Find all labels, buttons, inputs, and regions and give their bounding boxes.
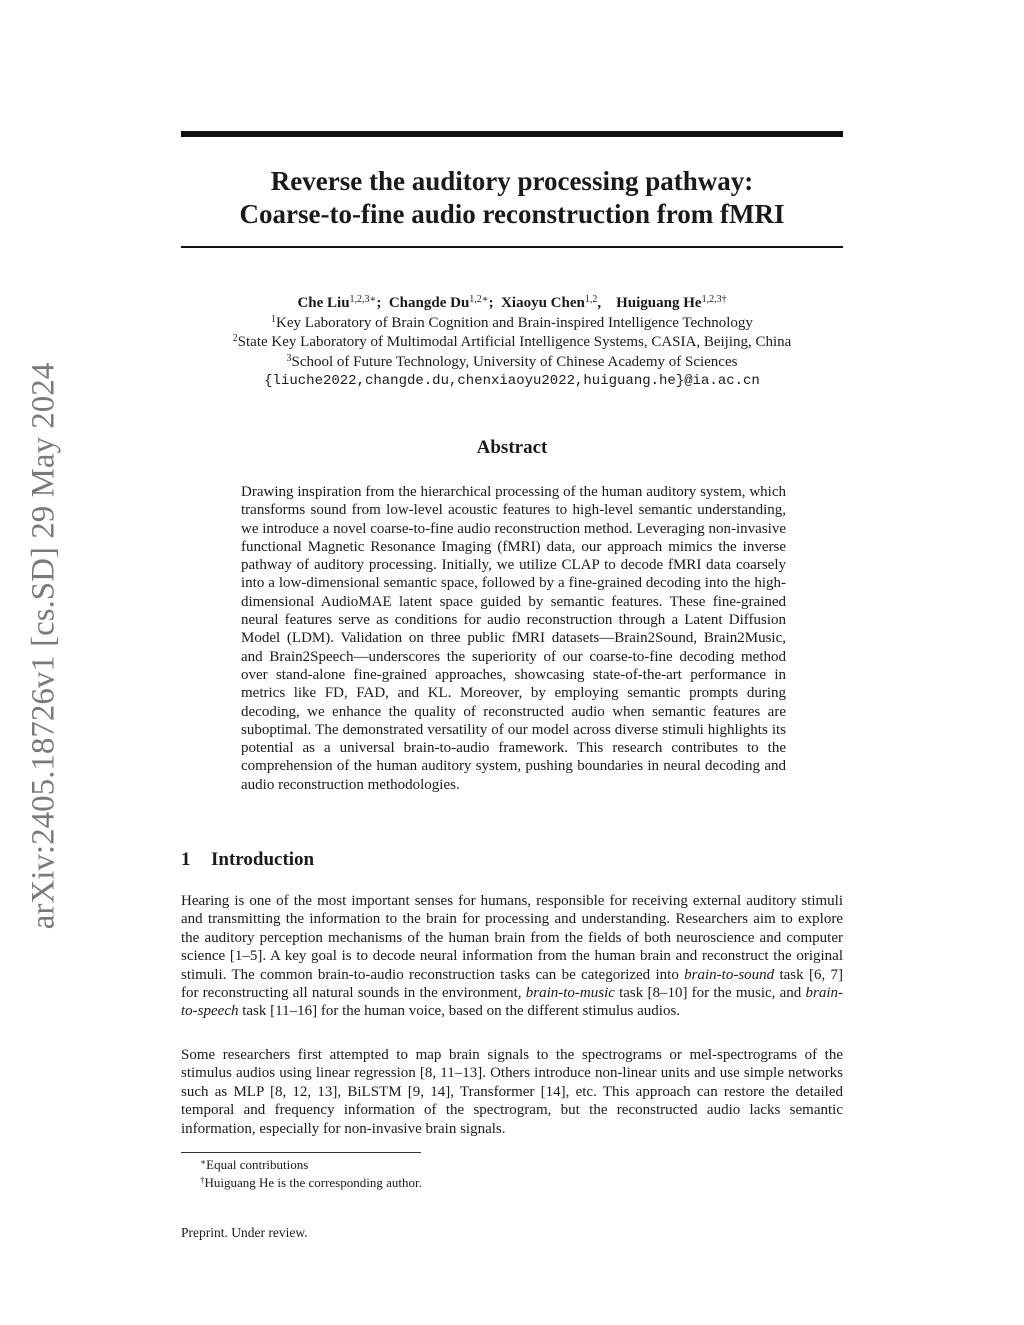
affiliation-3 bbox=[150, 353, 874, 373]
footnote-text: Equal contributions bbox=[206, 1157, 309, 1172]
emphasis-term: brain-to-music bbox=[525, 985, 615, 1002]
intro-paragraph-1 bbox=[181, 892, 843, 1021]
affiliation-sup: 2 bbox=[232, 333, 238, 344]
intro-paragraph-2: Some researchers first attempted to map brain signals to the spectrograms or mel-spectrograms of the stimulus audios using linear regression [8, 11–13]. Others introduce non-linear units and use simple networks such as MLP [8, 12, 13], BiLSTM [9, 14], Transformer [14], etc. This approach can restore the detailed temporal and frequency information of the spectrogram, but the reconstructed audio lacks semantic information, especially for non-invasive brain signals. bbox=[181, 1047, 843, 1137]
arxiv-identifier: arXiv:2405.18726v1 [cs.SD] 29 May 2024 bbox=[25, 362, 62, 930]
footnote-rule bbox=[181, 1152, 421, 1153]
footnote-mark: † bbox=[200, 1175, 205, 1185]
title-rule-bottom bbox=[181, 246, 843, 248]
text-run: task [8–10] for the music, and bbox=[614, 985, 806, 1002]
affiliation-sup: 1 bbox=[271, 313, 277, 325]
author-name: Changde Du bbox=[388, 295, 470, 311]
paper-title bbox=[181, 165, 843, 231]
footnote-mark: ∗ bbox=[200, 1157, 207, 1167]
affiliation-2 bbox=[150, 333, 874, 353]
text-run: task [6, 7] for reconstructing all natural sounds in the environment, bbox=[181, 966, 844, 1002]
author-names: Che Liu$^{1,2,3∗}$; Changde $Du^{1,2∗}$; Xiaoyu Chen$^{1,2}$, Huiguang $He^{1,2,3\dagger}$ bbox=[297, 294, 727, 311]
abstract-text: Drawing inspiration from the hierarchical processing of the human auditory system, which transforms sound from low-level acoustic features to high-level semantic understanding, we introduce a novel coarse-to-fine audio reconstruction method. Leveraging non-invasive functional Magnetic Resonance Imaging (fMRI) data, our approach mimics the inverse pathway of auditory processing. Initially, we utilize CLAP to decode fMRI data coarsely into a low-dimensional semantic space, followed by a fine-grained decoding into the high-dimensional AudioMAE latent space guided by semantic features. These fine-grained neural features serve as conditions for audio reconstruction through a Latent Diffusion Model (LDM). Validation on three public fMRI datasets—Brain2Sound, Brain2Music, and Brain2Speech—underscores the superiority of our coarse-to-fine decoding method over stand-alone fine-grained approaches, showcasing state-of-the-art performance in metrics like FD, FAD, and KL. Moreover, by employing semantic prompts during decoding, we enhance the quality of reconstructed audio when semantic features are suboptimal. The demonstrated versatility of our model across diverse stimuli highlights its potential as a universal brain-to-audio framework. This research contributes to the comprehension of the human auditory system, pushing boundaries in neural decoding and audio reconstruction methodologies. bbox=[241, 484, 786, 793]
equal-contribution-mark: ∗ bbox=[369, 294, 377, 305]
affiliation-text: State Key Laboratory of Multimodal Artificial Intelligence Systems, CASIA, Beijing, China bbox=[237, 334, 792, 350]
affiliation-1 bbox=[150, 314, 874, 334]
author-block bbox=[150, 294, 874, 392]
author-emails: {liuche2022,changde.du,chenxiaoyu2022,huiguang.he}@ia.ac.cn bbox=[264, 373, 760, 389]
equal-contribution-mark: ∗ bbox=[481, 294, 489, 305]
emphasis-term: brain-to-sound bbox=[684, 966, 775, 983]
section-title: Introduction bbox=[211, 849, 315, 870]
section-number: 1 bbox=[181, 849, 191, 870]
affiliation-sup: 3 bbox=[286, 352, 292, 364]
affiliation-text: Key Laboratory of Brain Cognition and Brain-inspired Intelligence Technology bbox=[276, 314, 753, 331]
title-rule-top bbox=[181, 131, 843, 137]
emphasis-term: brain-to-speech bbox=[181, 985, 843, 1020]
title-line-2: Coarse-to-fine audio reconstruction from fMRI bbox=[239, 199, 785, 229]
text-run: Hearing is one of the most important senses for humans, responsible for receiving external auditory stimuli and transmitting the information to the brain for processing and understanding. Researchers aim to explore the auditory perception mechanisms of the human brain from the fields of both neuroscience and computer science [1–5]. A key goal is to decode neural information from the human brain and reconstruct the original stimuli. The common brain-to-audio reconstruction tasks can be categorized into bbox=[181, 893, 843, 983]
section-heading bbox=[181, 849, 314, 871]
text-run: task [11–16] for the human voice, based on the different stimulus audios. bbox=[238, 1003, 681, 1020]
footnote-2 bbox=[200, 1174, 422, 1191]
author-affil-sup: 1,2,3† bbox=[701, 294, 727, 305]
footnote-text: Huiguang He is the corresponding author. bbox=[204, 1175, 422, 1190]
footnote-1 bbox=[200, 1156, 308, 1173]
title-line-1: Reverse the auditory processing pathway: bbox=[270, 166, 754, 196]
affiliation-text: School of Future Technology, University of Chinese Academy of Sciences bbox=[291, 353, 738, 370]
author-affil-sup: 1,2 bbox=[584, 294, 598, 305]
preprint-notice: Preprint. Under review. bbox=[181, 1225, 308, 1240]
author-affil-sup: 1,2 bbox=[469, 294, 482, 305]
author-affil-sup: 1,2,3 bbox=[349, 294, 370, 305]
abstract-heading: Abstract bbox=[476, 437, 548, 458]
author-name: Xiaoyu Chen bbox=[501, 295, 585, 311]
author-name: Huiguang He bbox=[616, 295, 702, 311]
author-name: Che Liu bbox=[297, 295, 350, 311]
